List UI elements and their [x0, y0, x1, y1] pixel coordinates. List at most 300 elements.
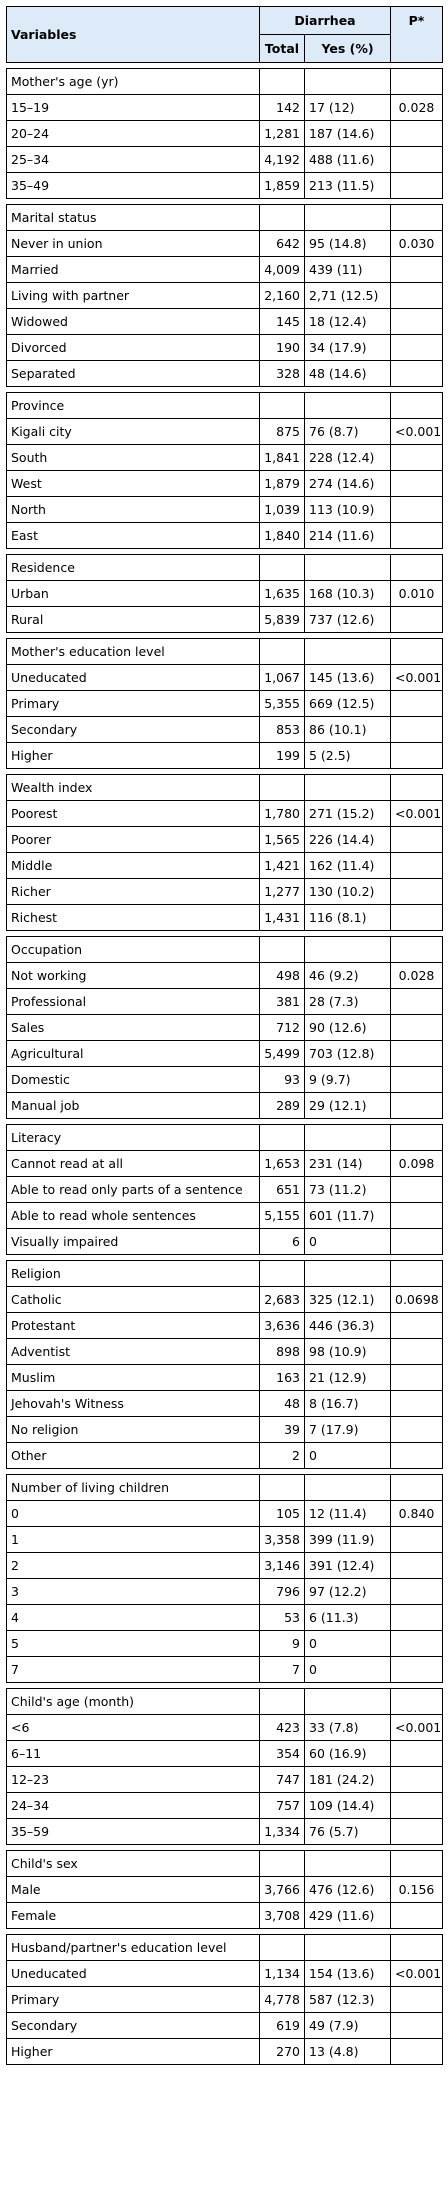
empty-cell — [260, 69, 305, 95]
p-value-cell — [391, 471, 443, 497]
empty-cell — [260, 1475, 305, 1501]
total-cell: 2,160 — [260, 283, 305, 309]
total-cell: 1,277 — [260, 879, 305, 905]
total-cell: 7 — [260, 1657, 305, 1683]
total-cell: 39 — [260, 1417, 305, 1443]
table-row — [7, 691, 443, 717]
row-label: Domestic — [7, 1067, 260, 1093]
table-row — [7, 95, 443, 121]
p-value-cell — [391, 1903, 443, 1929]
empty-cell — [391, 1935, 443, 1961]
table-row — [7, 717, 443, 743]
table-row — [7, 801, 443, 827]
table-row — [7, 665, 443, 691]
yes-cell: 0 — [305, 1443, 391, 1469]
yes-cell: 34 (17.9) — [305, 335, 391, 361]
yes-cell: 231 (14) — [305, 1151, 391, 1177]
table-row — [7, 1203, 443, 1229]
total-cell: 642 — [260, 231, 305, 257]
row-label: 7 — [7, 1657, 260, 1683]
total-cell: 3,636 — [260, 1313, 305, 1339]
total-cell: 5,839 — [260, 607, 305, 633]
empty-cell — [305, 937, 391, 963]
yes-cell: 399 (11.9) — [305, 1527, 391, 1553]
yes-cell: 271 (15.2) — [305, 801, 391, 827]
table-row — [7, 1631, 443, 1657]
table-row — [7, 1819, 443, 1845]
p-value-cell — [391, 1365, 443, 1391]
section-title-row — [7, 937, 443, 963]
row-label: 5 — [7, 1631, 260, 1657]
total-cell: 619 — [260, 2013, 305, 2039]
table-row — [7, 1015, 443, 1041]
table-row — [7, 1657, 443, 1683]
empty-cell — [305, 639, 391, 665]
total-cell: 3,146 — [260, 1553, 305, 1579]
empty-cell — [305, 1935, 391, 1961]
table-row — [7, 1391, 443, 1417]
yes-cell: 446 (36.3) — [305, 1313, 391, 1339]
p-value-header: P* — [391, 7, 443, 63]
p-value-cell: 0.0698 — [391, 1287, 443, 1313]
row-label: Male — [7, 1877, 260, 1903]
yes-cell: 12 (11.4) — [305, 1501, 391, 1527]
table-row — [7, 1229, 443, 1255]
yes-cell: 13 (4.8) — [305, 2039, 391, 2065]
row-label: 25–34 — [7, 147, 260, 173]
yes-cell: 21 (12.9) — [305, 1365, 391, 1391]
p-value-cell — [391, 1527, 443, 1553]
yes-cell: 130 (10.2) — [305, 879, 391, 905]
table-row — [7, 1553, 443, 1579]
empty-cell — [391, 205, 443, 231]
row-label: Sales — [7, 1015, 260, 1041]
p-value-cell: 0.028 — [391, 95, 443, 121]
total-cell: 354 — [260, 1741, 305, 1767]
total-cell: 53 — [260, 1605, 305, 1631]
total-cell: 5,499 — [260, 1041, 305, 1067]
row-label: Uneducated — [7, 1961, 260, 1987]
empty-cell — [391, 1261, 443, 1287]
p-value-cell — [391, 1767, 443, 1793]
row-label: No religion — [7, 1417, 260, 1443]
p-value-cell — [391, 445, 443, 471]
empty-cell — [260, 1125, 305, 1151]
p-value-cell — [391, 1793, 443, 1819]
total-cell: 145 — [260, 309, 305, 335]
row-label: Married — [7, 257, 260, 283]
p-value-cell — [391, 2013, 443, 2039]
yes-cell: 669 (12.5) — [305, 691, 391, 717]
table-row — [7, 283, 443, 309]
row-label: Middle — [7, 853, 260, 879]
empty-cell — [260, 937, 305, 963]
section-title-row — [7, 555, 443, 581]
p-value-cell — [391, 1067, 443, 1093]
p-value-cell — [391, 989, 443, 1015]
table-body — [7, 63, 443, 2065]
yes-cell: 0 — [305, 1229, 391, 1255]
yes-cell: 113 (10.9) — [305, 497, 391, 523]
row-label: Professional — [7, 989, 260, 1015]
section-title: Child's sex — [7, 1851, 260, 1877]
section-title-row — [7, 69, 443, 95]
table-row — [7, 853, 443, 879]
total-cell: 163 — [260, 1365, 305, 1391]
row-label: Able to read whole sentences — [7, 1203, 260, 1229]
table-row — [7, 1527, 443, 1553]
yes-cell: 488 (11.6) — [305, 147, 391, 173]
section-title: Occupation — [7, 937, 260, 963]
row-label: 24–34 — [7, 1793, 260, 1819]
yes-cell: 6 (11.3) — [305, 1605, 391, 1631]
p-value-cell — [391, 1819, 443, 1845]
row-label: Rural — [7, 607, 260, 633]
empty-cell — [391, 639, 443, 665]
total-cell: 4,778 — [260, 1987, 305, 2013]
p-value-cell: 0.030 — [391, 231, 443, 257]
total-cell: 1,780 — [260, 801, 305, 827]
total-cell: 1,134 — [260, 1961, 305, 1987]
yes-cell: 49 (7.9) — [305, 2013, 391, 2039]
total-cell: 1,421 — [260, 853, 305, 879]
row-label: Visually impaired — [7, 1229, 260, 1255]
p-value-cell: 0.098 — [391, 1151, 443, 1177]
yes-cell: 9 (9.7) — [305, 1067, 391, 1093]
row-label: East — [7, 523, 260, 549]
empty-cell — [260, 205, 305, 231]
yes-cell: 0 — [305, 1631, 391, 1657]
empty-cell — [391, 1851, 443, 1877]
p-value-cell — [391, 257, 443, 283]
empty-cell — [305, 1475, 391, 1501]
table-row — [7, 497, 443, 523]
total-cell: 1,067 — [260, 665, 305, 691]
row-label: 2 — [7, 1553, 260, 1579]
row-label: Kigali city — [7, 419, 260, 445]
yes-cell: 8 (16.7) — [305, 1391, 391, 1417]
total-cell: 270 — [260, 2039, 305, 2065]
section-title-row — [7, 1475, 443, 1501]
p-value-cell: <0.001 — [391, 1961, 443, 1987]
table-row — [7, 905, 443, 931]
table-row — [7, 1987, 443, 2013]
row-label: Urban — [7, 581, 260, 607]
table-row — [7, 1715, 443, 1741]
row-label: Divorced — [7, 335, 260, 361]
empty-cell — [305, 555, 391, 581]
p-value-cell: <0.001 — [391, 419, 443, 445]
yes-cell: 97 (12.2) — [305, 1579, 391, 1605]
table-row — [7, 1767, 443, 1793]
p-value-cell — [391, 1605, 443, 1631]
empty-cell — [260, 1935, 305, 1961]
row-label: Catholic — [7, 1287, 260, 1313]
empty-cell — [391, 393, 443, 419]
table-row — [7, 2039, 443, 2065]
section-title-row — [7, 1935, 443, 1961]
empty-cell — [305, 1851, 391, 1877]
yes-cell: 154 (13.6) — [305, 1961, 391, 1987]
yes-cell: 429 (11.6) — [305, 1903, 391, 1929]
total-cell: 289 — [260, 1093, 305, 1119]
table-row — [7, 1365, 443, 1391]
total-cell: 105 — [260, 1501, 305, 1527]
empty-cell — [391, 775, 443, 801]
row-label: 15–19 — [7, 95, 260, 121]
empty-cell — [391, 1125, 443, 1151]
empty-cell — [391, 1689, 443, 1715]
row-label: South — [7, 445, 260, 471]
row-label: 6–11 — [7, 1741, 260, 1767]
row-label: Richest — [7, 905, 260, 931]
row-label: Manual job — [7, 1093, 260, 1119]
yes-cell: 33 (7.8) — [305, 1715, 391, 1741]
yes-cell: 439 (11) — [305, 257, 391, 283]
row-label: 20–24 — [7, 121, 260, 147]
yes-cell: 601 (11.7) — [305, 1203, 391, 1229]
yes-cell: 213 (11.5) — [305, 173, 391, 199]
yes-cell: 76 (8.7) — [305, 419, 391, 445]
total-cell: 381 — [260, 989, 305, 1015]
table-row — [7, 827, 443, 853]
p-value-cell: 0.840 — [391, 1501, 443, 1527]
p-value-cell — [391, 1987, 443, 2013]
row-label: Secondary — [7, 2013, 260, 2039]
total-cell: 3,358 — [260, 1527, 305, 1553]
total-cell: 2,683 — [260, 1287, 305, 1313]
table-row — [7, 1339, 443, 1365]
yes-cell: 737 (12.6) — [305, 607, 391, 633]
table-row — [7, 963, 443, 989]
empty-cell — [260, 393, 305, 419]
table-row — [7, 231, 443, 257]
yes-cell: 73 (11.2) — [305, 1177, 391, 1203]
row-label: 35–49 — [7, 173, 260, 199]
total-cell: 4,009 — [260, 257, 305, 283]
p-value-cell: <0.001 — [391, 1715, 443, 1741]
row-label: Poorer — [7, 827, 260, 853]
table-row — [7, 607, 443, 633]
row-label: Protestant — [7, 1313, 260, 1339]
total-cell: 3,766 — [260, 1877, 305, 1903]
variables-header: Variables — [7, 7, 260, 63]
table-row — [7, 1877, 443, 1903]
p-value-cell — [391, 1391, 443, 1417]
table-row — [7, 2013, 443, 2039]
total-cell: 757 — [260, 1793, 305, 1819]
table-header — [7, 7, 443, 63]
empty-cell — [391, 555, 443, 581]
p-value-cell — [391, 147, 443, 173]
yes-cell: 46 (9.2) — [305, 963, 391, 989]
p-value-cell — [391, 607, 443, 633]
row-label: 0 — [7, 1501, 260, 1527]
p-value-cell — [391, 1417, 443, 1443]
empty-cell — [260, 555, 305, 581]
row-label: 1 — [7, 1527, 260, 1553]
table-row — [7, 147, 443, 173]
table-row — [7, 879, 443, 905]
total-cell: 199 — [260, 743, 305, 769]
table-row — [7, 121, 443, 147]
table-row — [7, 173, 443, 199]
row-label: Able to read only parts of a sentence — [7, 1177, 260, 1203]
total-cell: 1,841 — [260, 445, 305, 471]
table-row — [7, 1067, 443, 1093]
yes-cell: 86 (10.1) — [305, 717, 391, 743]
row-label: North — [7, 497, 260, 523]
section-title-row — [7, 1689, 443, 1715]
p-value-cell — [391, 691, 443, 717]
section-title: Residence — [7, 555, 260, 581]
p-value-cell: 0.010 — [391, 581, 443, 607]
empty-cell — [305, 1261, 391, 1287]
row-label: Separated — [7, 361, 260, 387]
table-row — [7, 743, 443, 769]
row-label: Muslim — [7, 1365, 260, 1391]
p-value-cell — [391, 853, 443, 879]
p-value-cell — [391, 827, 443, 853]
yes-cell: 168 (10.3) — [305, 581, 391, 607]
p-value-cell — [391, 523, 443, 549]
yes-cell: 187 (14.6) — [305, 121, 391, 147]
total-cell: 3,708 — [260, 1903, 305, 1929]
p-value-cell — [391, 2039, 443, 2065]
empty-cell — [305, 1689, 391, 1715]
table-row — [7, 1961, 443, 1987]
empty-cell — [305, 775, 391, 801]
section-title: Mother's education level — [7, 639, 260, 665]
total-cell: 1,653 — [260, 1151, 305, 1177]
yes-header: Yes (%) — [305, 35, 391, 63]
row-label: 3 — [7, 1579, 260, 1605]
table-row — [7, 1793, 443, 1819]
empty-cell — [260, 1689, 305, 1715]
table-row — [7, 1741, 443, 1767]
total-cell: 9 — [260, 1631, 305, 1657]
row-label: Uneducated — [7, 665, 260, 691]
section-title-row — [7, 205, 443, 231]
row-label: Widowed — [7, 309, 260, 335]
row-label: 4 — [7, 1605, 260, 1631]
row-label: Richer — [7, 879, 260, 905]
table-row — [7, 1287, 443, 1313]
section-title-row — [7, 1851, 443, 1877]
yes-cell: 0 — [305, 1657, 391, 1683]
section-title: Husband/partner's education level — [7, 1935, 260, 1961]
total-cell: 5,155 — [260, 1203, 305, 1229]
table-row — [7, 1605, 443, 1631]
section-title-row — [7, 393, 443, 419]
p-value-cell — [391, 1015, 443, 1041]
table-row — [7, 989, 443, 1015]
total-cell: 498 — [260, 963, 305, 989]
empty-cell — [260, 775, 305, 801]
row-label: Jehovah's Witness — [7, 1391, 260, 1417]
table-row — [7, 1093, 443, 1119]
table-row — [7, 335, 443, 361]
total-cell: 1,334 — [260, 1819, 305, 1845]
yes-cell: 325 (12.1) — [305, 1287, 391, 1313]
row-label: Agricultural — [7, 1041, 260, 1067]
total-cell: 1,281 — [260, 121, 305, 147]
yes-cell: 2,71 (12.5) — [305, 283, 391, 309]
empty-cell — [391, 937, 443, 963]
diarrhea-table — [6, 6, 443, 2065]
yes-cell: 214 (11.6) — [305, 523, 391, 549]
p-value-cell: <0.001 — [391, 665, 443, 691]
section-title-row — [7, 1125, 443, 1151]
row-label: Primary — [7, 1987, 260, 2013]
empty-cell — [305, 1125, 391, 1151]
table-row — [7, 445, 443, 471]
total-cell: 1,635 — [260, 581, 305, 607]
yes-cell: 7 (17.9) — [305, 1417, 391, 1443]
yes-cell: 587 (12.3) — [305, 1987, 391, 2013]
total-cell: 6 — [260, 1229, 305, 1255]
row-label: Higher — [7, 2039, 260, 2065]
p-value-cell — [391, 717, 443, 743]
row-label: 12–23 — [7, 1767, 260, 1793]
total-cell: 1,039 — [260, 497, 305, 523]
total-cell: 875 — [260, 419, 305, 445]
yes-cell: 90 (12.6) — [305, 1015, 391, 1041]
table-row — [7, 1443, 443, 1469]
row-label: <6 — [7, 1715, 260, 1741]
total-cell: 2 — [260, 1443, 305, 1469]
yes-cell: 226 (14.4) — [305, 827, 391, 853]
p-value-cell — [391, 121, 443, 147]
yes-cell: 60 (16.9) — [305, 1741, 391, 1767]
row-label: Living with partner — [7, 283, 260, 309]
empty-cell — [305, 205, 391, 231]
p-value-cell: 0.156 — [391, 1877, 443, 1903]
section-title-row — [7, 775, 443, 801]
total-cell: 898 — [260, 1339, 305, 1365]
p-value-cell — [391, 1229, 443, 1255]
table-row — [7, 419, 443, 445]
yes-cell: 162 (11.4) — [305, 853, 391, 879]
p-value-cell — [391, 1579, 443, 1605]
table-row — [7, 1501, 443, 1527]
table-row — [7, 257, 443, 283]
p-value-cell: 0.028 — [391, 963, 443, 989]
empty-cell — [391, 69, 443, 95]
table-row — [7, 581, 443, 607]
p-value-cell — [391, 879, 443, 905]
section-title: Wealth index — [7, 775, 260, 801]
total-cell: 651 — [260, 1177, 305, 1203]
empty-cell — [260, 1261, 305, 1287]
total-cell: 1,879 — [260, 471, 305, 497]
yes-cell: 17 (12) — [305, 95, 391, 121]
row-label: Never in union — [7, 231, 260, 257]
yes-cell: 391 (12.4) — [305, 1553, 391, 1579]
row-label: Cannot read at all — [7, 1151, 260, 1177]
total-header: Total — [260, 35, 305, 63]
p-value-cell — [391, 309, 443, 335]
table-row — [7, 1151, 443, 1177]
yes-cell: 95 (14.8) — [305, 231, 391, 257]
row-label: West — [7, 471, 260, 497]
yes-cell: 29 (12.1) — [305, 1093, 391, 1119]
yes-cell: 703 (12.8) — [305, 1041, 391, 1067]
yes-cell: 48 (14.6) — [305, 361, 391, 387]
section-title: Province — [7, 393, 260, 419]
p-value-cell — [391, 497, 443, 523]
p-value-cell — [391, 905, 443, 931]
